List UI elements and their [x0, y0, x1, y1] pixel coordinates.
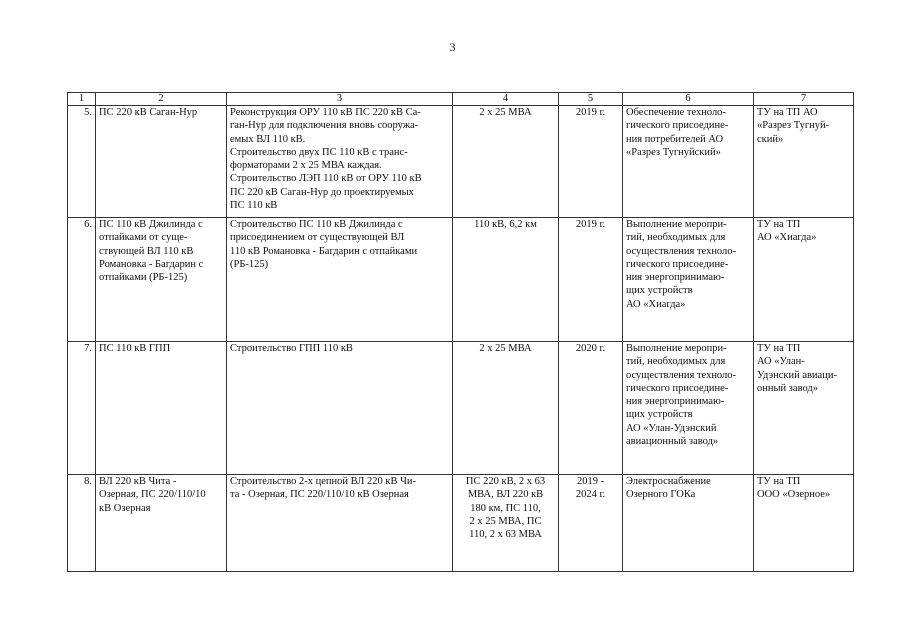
cell-line: ТУ на ТП	[757, 476, 801, 487]
cell-line: 2019 г.	[575, 107, 606, 118]
cell-line: Выполнение меропри-	[626, 219, 727, 230]
year-cell	[559, 106, 623, 218]
cell-line: ПС 110 кВ Джилинда с	[99, 219, 203, 230]
cell-line: 110 кВ, 6,2 км	[474, 219, 537, 230]
cell-line: Озерного ГОКа	[626, 489, 696, 501]
cell-line: осуществления техноло-	[626, 245, 737, 257]
cell-line: ТУ на ТП	[757, 343, 801, 354]
cell-line: 2020 г.	[575, 343, 606, 354]
cell-line: ПС 110 кВ ГПП	[99, 343, 171, 354]
cell-line: Строительство ЛЭП 110 кВ от ОРУ 110 кВ	[230, 173, 422, 185]
object-cell	[96, 342, 227, 475]
work-cell	[227, 342, 453, 475]
cell-line: тий, необходимых для	[626, 232, 726, 244]
year-cell	[559, 475, 623, 572]
table-row	[68, 218, 854, 342]
cell-line: 2024 г.	[575, 489, 606, 501]
cell-line: ния энергопринимаю-	[626, 272, 725, 284]
cell-line: тий, необходимых для	[626, 356, 726, 368]
cell-line: 2019 г.	[575, 219, 606, 230]
cell-line: 2 х 25 МВА	[479, 107, 532, 118]
cell-line: гического присоедине-	[626, 382, 729, 394]
row-number: 6.	[68, 218, 96, 342]
work-cell	[227, 106, 453, 218]
column-number: 7	[754, 93, 854, 106]
object-cell	[96, 106, 227, 218]
column-number: 4	[453, 93, 559, 106]
cell-line: Романовка - Багдарин с	[99, 258, 204, 270]
cell-line: ния энергопринимаю-	[626, 396, 725, 408]
cell-line: щих устройств	[626, 409, 693, 421]
column-number: 5	[559, 93, 623, 106]
cell-line: ПС 220 кВ, 2 х 63	[465, 476, 546, 487]
basis-cell	[754, 218, 854, 342]
cell-line: Строительство двух ПС 110 кВ с транс-	[230, 146, 408, 158]
cell-line: Озерная, ПС 220/110/10	[99, 489, 206, 501]
projects-table	[67, 92, 854, 572]
cell-line: ган-Нур для подключения вновь сооружа-	[230, 120, 419, 132]
cell-line: емых ВЛ 110 кВ.	[230, 133, 306, 145]
cell-line: АО «Улан-	[757, 356, 805, 368]
cell-line: АО «Хиагда»	[626, 298, 686, 310]
purpose-cell	[623, 218, 754, 342]
page-number: 3	[449, 40, 456, 54]
cell-line: 110, 2 х 63 МВА	[469, 529, 542, 541]
cell-line: ский»	[757, 133, 784, 145]
cell-line: гического присоедине-	[626, 258, 729, 270]
cell-line: отпайками от суще-	[99, 232, 188, 244]
cell-line: ТУ на ТП АО	[757, 107, 818, 118]
cell-line: осуществления техноло-	[626, 369, 737, 381]
cell-line: Электроснабжение	[626, 476, 711, 487]
capacity-cell	[453, 342, 559, 475]
cell-line: онный завод»	[757, 382, 819, 394]
row-number: 7.	[68, 342, 96, 475]
cell-line: гического присоедине-	[626, 120, 729, 132]
basis-cell	[754, 342, 854, 475]
cell-line: (РБ-125)	[230, 258, 269, 270]
capacity-cell	[453, 106, 559, 218]
basis-cell	[754, 106, 854, 218]
year-cell	[559, 218, 623, 342]
column-number: 1	[68, 93, 96, 106]
cell-line: Обеспечение техноло-	[626, 107, 726, 118]
table-row	[68, 342, 854, 475]
cell-line: «Разрез Тугнуйский»	[626, 146, 721, 158]
cell-line: 2 х 25 МВА, ПС	[469, 515, 542, 527]
cell-line: Строительство ПС 110 кВ Джилинда с	[230, 219, 403, 230]
cell-line: ния потребителей АО	[626, 133, 724, 145]
cell-line: щих устройств	[626, 285, 693, 297]
year-cell	[559, 342, 623, 475]
basis-cell	[754, 475, 854, 572]
cell-line: ПС 220 кВ Саган-Нур	[99, 107, 198, 118]
cell-line: 2 х 25 МВА	[479, 343, 532, 354]
work-cell	[227, 475, 453, 572]
cell-line: ПС 220 кВ Саган-Нур до проектируемых	[230, 186, 414, 198]
cell-line: ООО «Озерное»	[757, 489, 831, 501]
cell-line: ВЛ 220 кВ Чита -	[99, 476, 177, 487]
column-number: 6	[623, 93, 754, 106]
cell-line: ствующей ВЛ 110 кВ	[99, 245, 194, 257]
cell-line: авиационный завод»	[626, 436, 719, 448]
row-number: 8.	[68, 475, 96, 572]
column-numbers-row	[68, 93, 854, 106]
cell-line: Удэнский авиаци-	[757, 369, 837, 381]
cell-line: 180 км, ПС 110,	[470, 502, 541, 514]
table-row	[68, 475, 854, 572]
cell-line: Реконструкция ОРУ 110 кВ ПС 220 кВ Са-	[230, 107, 421, 118]
object-cell	[96, 218, 227, 342]
object-cell	[96, 475, 227, 572]
cell-line: ТУ на ТП	[757, 219, 801, 230]
cell-line: форматорами 2 х 25 МВА каждая.	[230, 160, 382, 172]
cell-line: ПС 110 кВ	[230, 200, 278, 212]
cell-line: МВА, ВЛ 220 кВ	[467, 489, 544, 501]
cell-line: АО «Хиагда»	[757, 232, 817, 244]
capacity-cell	[453, 475, 559, 572]
cell-line: Выполнение меропри-	[626, 343, 727, 354]
cell-line: Строительство 2-х цепной ВЛ 220 кВ Чи-	[230, 476, 417, 487]
purpose-cell	[623, 342, 754, 475]
cell-line: та - Озерная, ПС 220/110/10 кВ Озерная	[230, 489, 409, 501]
purpose-cell	[623, 475, 754, 572]
column-number: 2	[96, 93, 227, 106]
capacity-cell	[453, 218, 559, 342]
cell-line: Строительство ГПП 110 кВ	[230, 343, 353, 354]
row-number: 5.	[68, 106, 96, 218]
table-row	[68, 106, 854, 218]
cell-line: присоединением от существующей ВЛ	[230, 232, 405, 244]
column-number: 3	[227, 93, 453, 106]
cell-line: 110 кВ Романовка - Багдарин с отпайками	[230, 245, 418, 257]
cell-line: АО «Улан-Удэнский	[626, 422, 717, 434]
work-cell	[227, 218, 453, 342]
cell-line: кВ Озерная	[99, 502, 151, 514]
cell-line: «Разрез Тугнуй-	[757, 120, 830, 132]
purpose-cell	[623, 106, 754, 218]
cell-line: 2019 -	[576, 476, 605, 487]
cell-line: отпайками (РБ-125)	[99, 272, 188, 284]
